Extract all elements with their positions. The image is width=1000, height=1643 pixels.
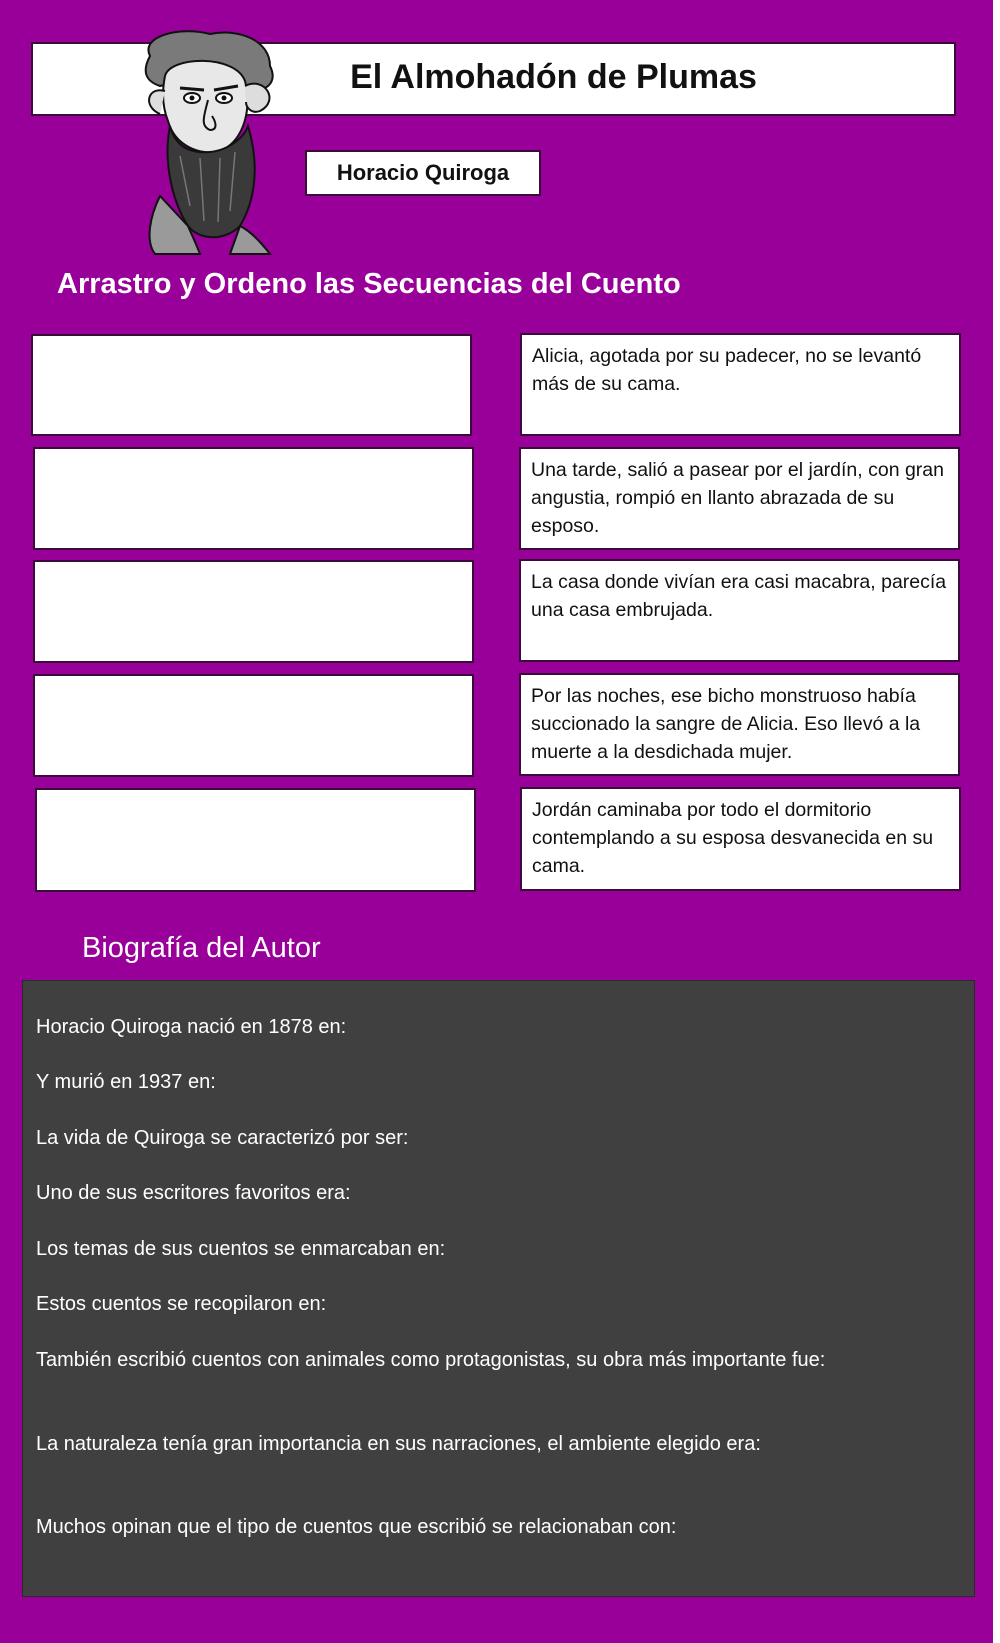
drop-slot-2[interactable] — [33, 447, 474, 550]
bio-prompt-2: Y murió en 1937 en: — [36, 1071, 216, 1093]
author-caricature-icon — [120, 26, 300, 256]
bio-prompt-1: Horacio Quiroga nació en 1878 en: — [36, 1016, 347, 1038]
bio-prompt-7: También escribió cuentos con animales como protagonistas, su obra más importante fue: — [36, 1349, 826, 1371]
sequence-card-4[interactable]: Por las noches, ese bicho monstruoso había succionado la sangre de Alicia. Eso llevó a la muerte a la desdichada mujer. — [519, 673, 960, 776]
bio-prompt-5: Los temas de sus cuentos se enmarcaban en: — [36, 1238, 446, 1260]
sequence-card-5[interactable]: Jordán caminaba por todo el dormitorio contemplando a su esposa desvanecida en su cama. — [520, 787, 961, 891]
sequence-card-3[interactable]: La casa donde vivían era casi macabra, parecía una casa embrujada. — [519, 559, 960, 662]
bio-prompt-4: Uno de sus escritores favoritos era: — [36, 1182, 351, 1204]
drop-slot-4[interactable] — [33, 674, 474, 777]
bio-prompt-8: La naturaleza tenía gran importancia en sus narraciones, el ambiente elegido era: — [36, 1433, 761, 1455]
bio-prompt-9: Muchos opinan que el tipo de cuentos que escribió se relacionaban con: — [36, 1516, 677, 1538]
sequence-heading: Arrastro y Ordeno las Secuencias del Cuento — [57, 268, 681, 300]
sequence-card-2[interactable]: Una tarde, salió a pasear por el jardín, con gran angustia, rompió en llanto abrazada de su esposo. — [519, 447, 960, 550]
sequence-card-1[interactable]: Alicia, agotada por su padecer, no se levantó más de su cama. — [520, 333, 961, 436]
biography-heading: Biografía del Autor — [82, 932, 321, 964]
bio-prompt-6: Estos cuentos se recopilaron en: — [36, 1293, 327, 1315]
bio-prompt-3: La vida de Quiroga se caracterizó por ser: — [36, 1127, 409, 1149]
author-label: Horacio Quiroga — [305, 150, 541, 196]
page-title: El Almohadón de Plumas — [350, 58, 757, 96]
biography-panel — [22, 980, 975, 1597]
drop-slot-1[interactable] — [31, 334, 472, 436]
drop-slot-5[interactable] — [35, 788, 476, 892]
drop-slot-3[interactable] — [33, 560, 474, 663]
